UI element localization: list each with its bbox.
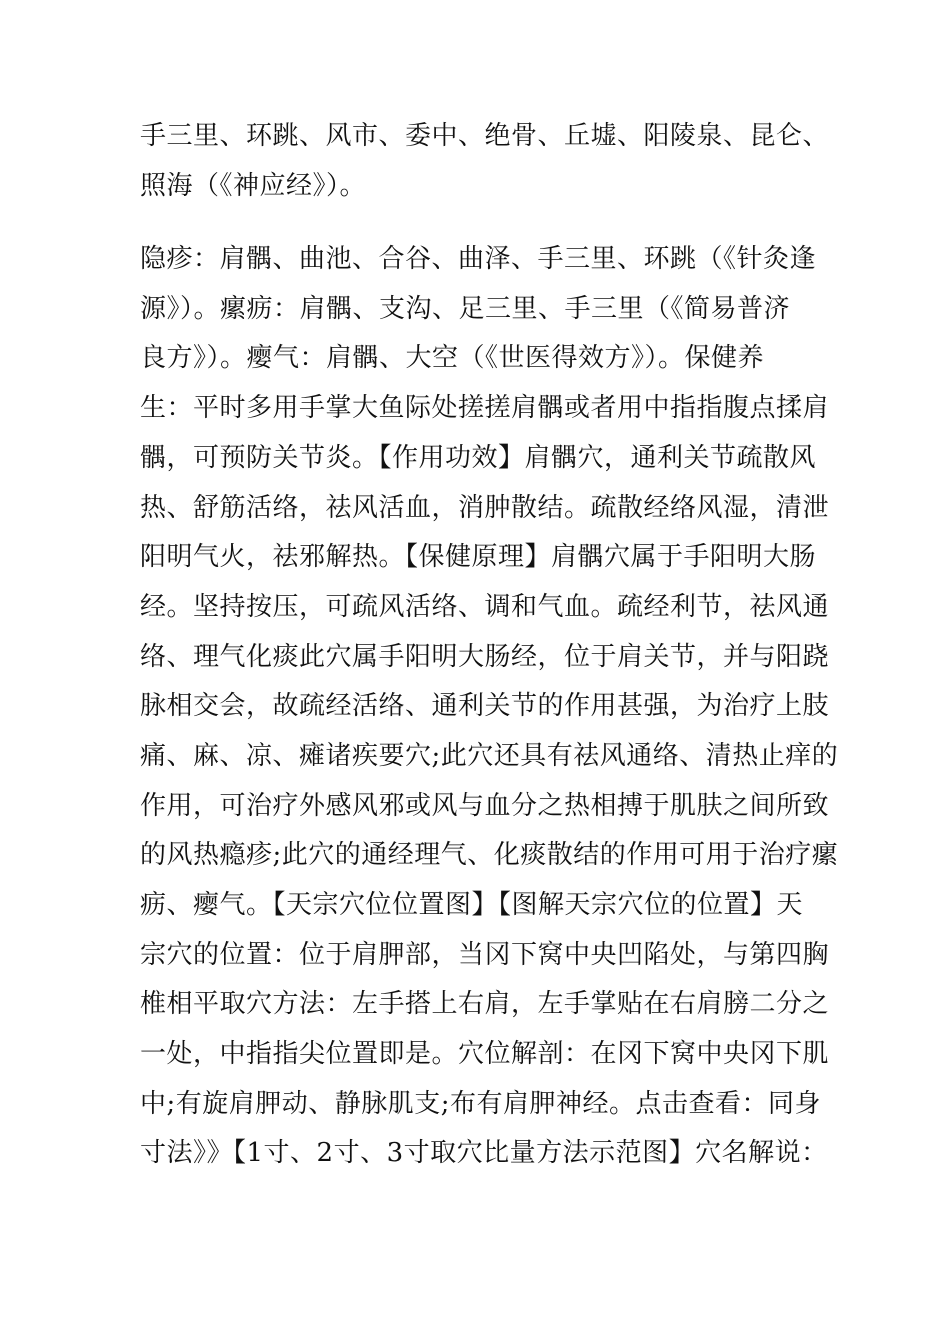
text-line: 生：平时多用手掌大鱼际处搓搓肩髃或者用中指指腹点揉肩: [140, 393, 830, 423]
text-line: 一处，中指指尖位置即是。穴位解剖：在冈下窝中央冈下肌: [140, 1039, 830, 1069]
text-line: 作用，可治疗外感风邪或风与血分之热相搏于肌肤之间所致: [140, 791, 830, 821]
text-line: 中;有旋肩胛动、静脉肌支;布有肩胛神经。点击查看：同身: [140, 1089, 822, 1119]
text-line: 手三里、环跳、风市、委中、绝骨、丘墟、阳陵泉、昆仑、: [140, 121, 830, 151]
text-line: 源》）。瘰疬：肩髃、支沟、足三里、手三里（《简易普济: [140, 294, 791, 324]
text-line: 阳明气火，祛邪解热。【保健原理】肩髃穴属于手阳明大肠: [140, 542, 817, 572]
text-line: 照海（《神应经》）。: [140, 171, 367, 201]
text-line: 寸法》》【1寸、2寸、3寸取穴比量方法示范图】穴名解说：: [140, 1138, 828, 1168]
text-line: 的风热瘾疹;此穴的通经理气、化痰散结的作用可用于治疗瘰: [140, 840, 839, 870]
text-line: 隐疹：肩髃、曲池、合谷、曲泽、手三里、环跳（《针灸逢: [140, 244, 817, 274]
text-line: 经。坚持按压，可疏风活络、调和气血。疏经利节，祛风通: [140, 592, 830, 622]
text-line: 疬、瘿气。【天宗穴位位置图】【图解天宗穴位的位置】天: [140, 890, 804, 920]
text-line: 脉相交会，故疏经活络、通利关节的作用甚强，为治疗上肢: [140, 691, 830, 721]
text-line: 热、舒筋活络，祛风活血，消肿散结。疏散经络风湿，清泄: [140, 493, 830, 523]
text-line: 络、理气化痰此穴属手阳明大肠经，位于肩关节，并与阳跷: [140, 642, 830, 672]
text-line: 良方》）。瘿气：肩髃、大空（《世医得效方》）。保健养: [140, 343, 765, 373]
text-line: 宗穴的位置：位于肩胛部，当冈下窝中央凹陷处，与第四胸: [140, 940, 830, 970]
text-line: 髃，可预防关节炎。【作用功效】肩髃穴，通利关节疏散风: [140, 443, 817, 473]
text-line: 椎相平取穴方法：左手搭上右肩，左手掌贴在右肩膀二分之: [140, 989, 830, 1019]
text-line: 痛、麻、凉、瘫诸疾要穴;此穴还具有祛风通络、清热止痒的: [140, 741, 839, 771]
